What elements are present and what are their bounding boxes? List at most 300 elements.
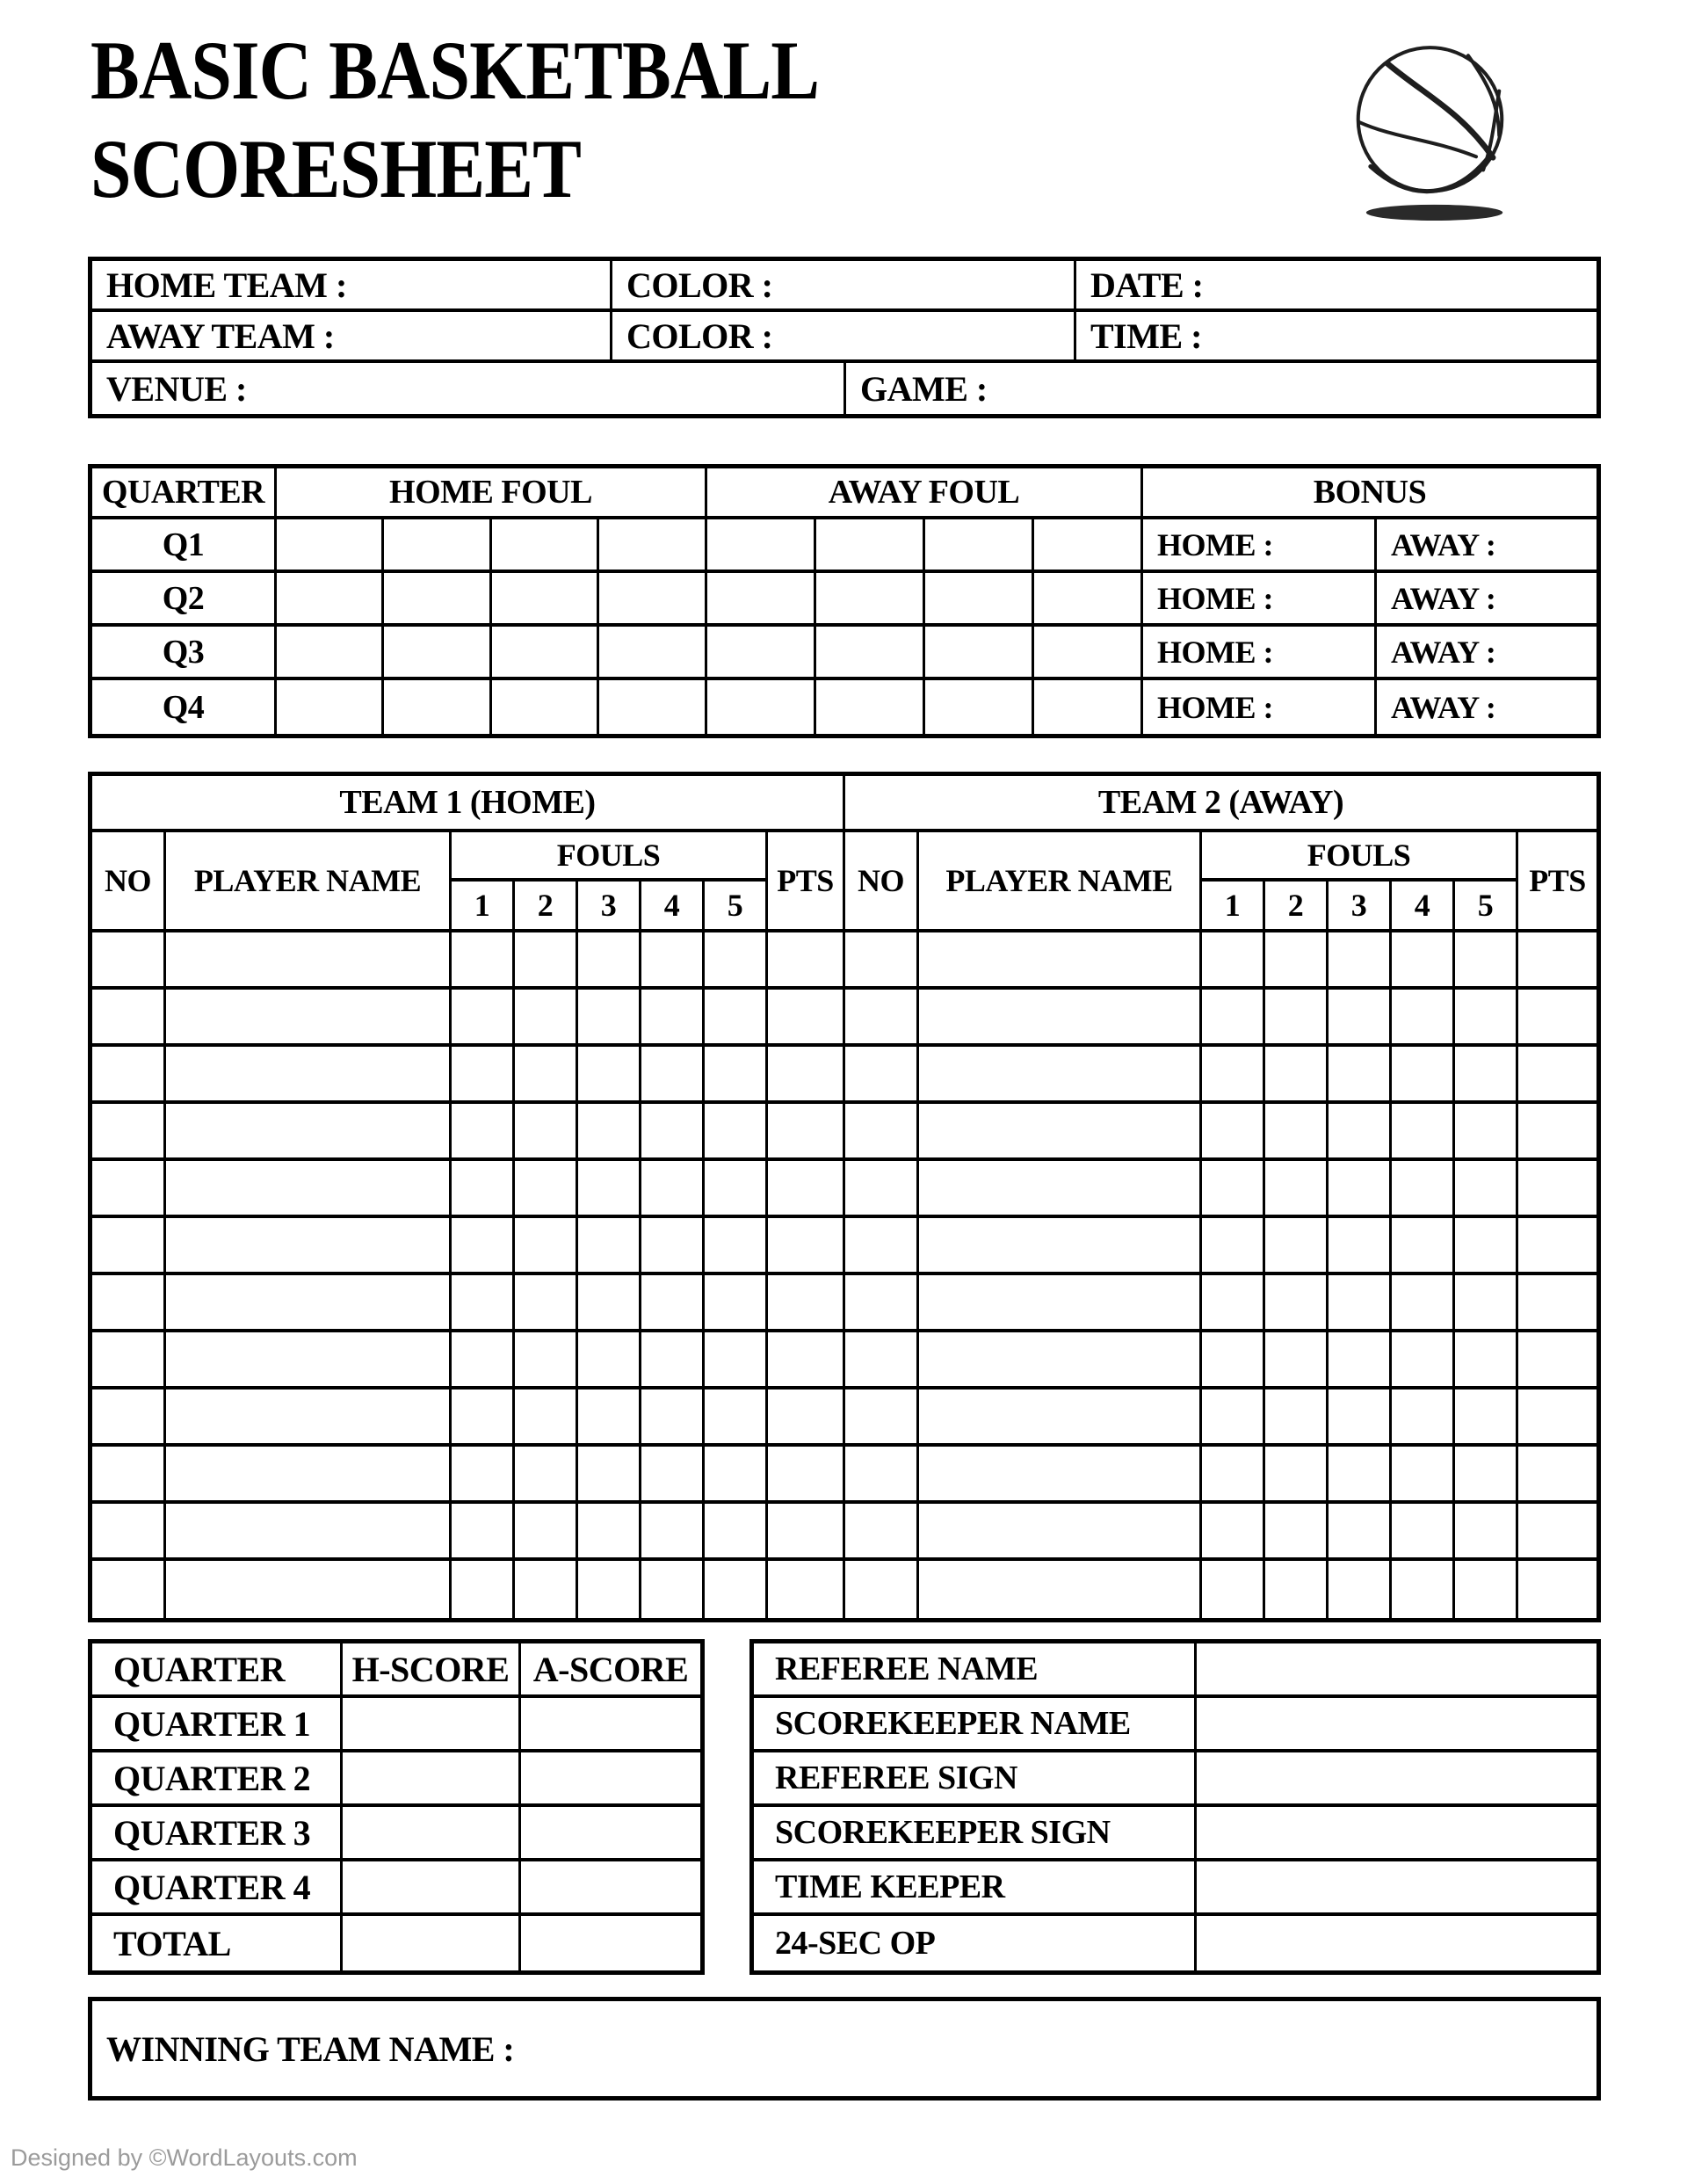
official-value-cell[interactable]	[1197, 1861, 1596, 1916]
away-foul-cell[interactable]	[816, 627, 925, 680]
roster-foul-cell[interactable]	[452, 1047, 515, 1104]
roster-foul-cell[interactable]	[1265, 1161, 1329, 1218]
roster-foul-cell[interactable]	[1455, 1504, 1518, 1561]
roster-foul-cell[interactable]	[705, 1561, 768, 1618]
roster-foul-cell[interactable]	[1202, 1447, 1265, 1504]
roster-pts-cell[interactable]	[1518, 990, 1596, 1047]
bonus-home-field[interactable]	[1143, 627, 1377, 680]
roster-no-cell[interactable]	[92, 1447, 166, 1504]
roster-pts-cell[interactable]	[1518, 1504, 1596, 1561]
roster-pts-cell[interactable]	[1518, 932, 1596, 990]
roster-no-cell[interactable]	[92, 1332, 166, 1389]
roster-foul-cell[interactable]	[1392, 1161, 1455, 1218]
bonus-away-field-label: AWAY :	[1391, 580, 1496, 616]
roster-foul-cell[interactable]	[515, 1104, 578, 1161]
roster-player-name-cell[interactable]	[919, 1275, 1202, 1332]
away-foul-cell[interactable]	[707, 680, 816, 734]
team1-foul-number: 2	[515, 882, 578, 932]
roster-player-name-cell[interactable]	[919, 1332, 1202, 1389]
roster-no-cell[interactable]	[92, 1218, 166, 1275]
home-team-label: HOME TEAM :	[106, 265, 347, 305]
roster-foul-cell[interactable]	[578, 1218, 641, 1275]
away-foul-cell[interactable]	[707, 627, 816, 680]
roster-foul-cell[interactable]	[1265, 1218, 1329, 1275]
roster-player-name-cell[interactable]	[166, 1161, 452, 1218]
roster-player-name-cell[interactable]	[166, 1504, 452, 1561]
roster-foul-cell[interactable]	[515, 1561, 578, 1618]
roster-foul-cell[interactable]	[578, 1389, 641, 1447]
roster-foul-cell[interactable]	[1455, 1104, 1518, 1161]
roster-foul-cell[interactable]	[1265, 1332, 1329, 1389]
roster-player-name-cell[interactable]	[919, 932, 1202, 990]
roster-foul-cell[interactable]	[1202, 1161, 1265, 1218]
roster-foul-cell[interactable]	[515, 1161, 578, 1218]
roster-foul-cell[interactable]	[1455, 1275, 1518, 1332]
roster-no-cell[interactable]	[845, 1389, 919, 1447]
roster-pts-cell[interactable]	[768, 932, 845, 990]
bonus-away-field[interactable]	[1377, 680, 1596, 734]
away-foul-cell[interactable]	[925, 627, 1034, 680]
roster-foul-cell[interactable]	[1265, 1104, 1329, 1161]
roster-foul-cell[interactable]	[452, 1104, 515, 1161]
roster-player-name-cell[interactable]	[166, 1332, 452, 1389]
roster-foul-cell[interactable]	[1202, 1389, 1265, 1447]
away-team-label: AWAY TEAM :	[106, 316, 335, 356]
roster-foul-cell[interactable]	[1202, 932, 1265, 990]
roster-player-name-cell[interactable]	[166, 1389, 452, 1447]
official-row-label: REFEREE NAME	[754, 1643, 1197, 1698]
roster-foul-cell[interactable]	[452, 1218, 515, 1275]
home-foul-cell[interactable]	[277, 627, 384, 680]
roster-player-name-cell[interactable]	[166, 1104, 452, 1161]
game-field[interactable]	[846, 363, 1596, 414]
roster-foul-cell[interactable]	[578, 1504, 641, 1561]
venue-field[interactable]	[92, 363, 846, 414]
time-field[interactable]	[1076, 312, 1596, 363]
roster-foul-cell[interactable]	[1392, 932, 1455, 990]
roster-no-cell[interactable]	[92, 1047, 166, 1104]
roster-player-name-cell[interactable]	[919, 1561, 1202, 1618]
score-header-quarter: QUARTER	[92, 1643, 343, 1698]
team1-foul-number: 5	[705, 882, 768, 932]
home-foul-cell[interactable]	[599, 627, 707, 680]
roster-foul-cell[interactable]	[1329, 1504, 1392, 1561]
roster-foul-cell[interactable]	[1202, 1275, 1265, 1332]
roster-foul-cell[interactable]	[1265, 1047, 1329, 1104]
winning-team-field[interactable]	[88, 1997, 1601, 2101]
roster-foul-cell[interactable]	[641, 1161, 705, 1218]
roster-foul-cell[interactable]	[1265, 1504, 1329, 1561]
roster-no-cell[interactable]	[92, 932, 166, 990]
roster-foul-cell[interactable]	[1202, 1504, 1265, 1561]
roster-foul-cell[interactable]	[641, 1104, 705, 1161]
h-score-cell[interactable]	[343, 1861, 521, 1916]
team2-header: TEAM 2 (AWAY)	[845, 776, 1596, 832]
roster-no-cell[interactable]	[92, 1504, 166, 1561]
official-value-cell[interactable]	[1197, 1752, 1596, 1807]
official-row-label: TIME KEEPER	[754, 1861, 1197, 1916]
roster-pts-cell[interactable]	[1518, 1389, 1596, 1447]
roster-pts-cell[interactable]	[768, 1161, 845, 1218]
home-team-field[interactable]	[92, 261, 612, 312]
roster-foul-cell[interactable]	[1202, 990, 1265, 1047]
roster-foul-cell[interactable]	[641, 1047, 705, 1104]
home-foul-cell[interactable]	[599, 573, 707, 627]
home-foul-cell[interactable]	[277, 519, 384, 573]
roster-foul-cell[interactable]	[578, 1447, 641, 1504]
official-value-cell[interactable]	[1197, 1643, 1596, 1698]
home-foul-cell[interactable]	[599, 519, 707, 573]
roster-foul-cell[interactable]	[452, 1161, 515, 1218]
roster-foul-cell[interactable]	[515, 1275, 578, 1332]
a-score-cell[interactable]	[521, 1916, 700, 1970]
game-label: GAME :	[860, 368, 988, 409]
roster-foul-cell[interactable]	[1202, 1218, 1265, 1275]
bonus-home-field[interactable]	[1143, 573, 1377, 627]
roster-pts-cell[interactable]	[1518, 1447, 1596, 1504]
roster-foul-cell[interactable]	[515, 1218, 578, 1275]
roster-player-name-cell[interactable]	[919, 1504, 1202, 1561]
roster-foul-cell[interactable]	[1329, 1447, 1392, 1504]
roster-foul-cell[interactable]	[705, 932, 768, 990]
roster-pts-cell[interactable]	[1518, 1561, 1596, 1618]
roster-foul-cell[interactable]	[1455, 1447, 1518, 1504]
roster-foul-cell[interactable]	[1455, 932, 1518, 990]
roster-foul-cell[interactable]	[1329, 1275, 1392, 1332]
roster-foul-cell[interactable]	[1455, 1332, 1518, 1389]
home-foul-cell[interactable]	[492, 627, 599, 680]
roster-foul-cell[interactable]	[1455, 1389, 1518, 1447]
roster-foul-cell[interactable]	[1455, 1047, 1518, 1104]
bonus-away-field[interactable]	[1377, 573, 1596, 627]
roster-pts-cell[interactable]	[768, 1389, 845, 1447]
roster-no-cell[interactable]	[845, 1504, 919, 1561]
roster-foul-cell[interactable]	[1455, 990, 1518, 1047]
roster-foul-cell[interactable]	[452, 1389, 515, 1447]
away-foul-cell[interactable]	[816, 573, 925, 627]
roster-pts-cell[interactable]	[1518, 1275, 1596, 1332]
away-foul-cell[interactable]	[1034, 680, 1143, 734]
roster-foul-cell[interactable]	[452, 1561, 515, 1618]
team2-foul-number: 1	[1202, 882, 1265, 932]
team1-col-pts: PTS	[768, 832, 845, 932]
roster-foul-cell[interactable]	[705, 1218, 768, 1275]
roster-player-name-cell[interactable]	[166, 1561, 452, 1618]
roster-foul-cell[interactable]	[641, 1389, 705, 1447]
roster-foul-cell[interactable]	[1392, 990, 1455, 1047]
roster-player-name-cell[interactable]	[166, 932, 452, 990]
roster-foul-cell[interactable]	[515, 990, 578, 1047]
roster-foul-cell[interactable]	[1392, 1504, 1455, 1561]
team1-col-no: NO	[92, 832, 166, 932]
roster-pts-cell[interactable]	[1518, 1218, 1596, 1275]
roster-foul-cell[interactable]	[515, 1332, 578, 1389]
roster-foul-cell[interactable]	[515, 1047, 578, 1104]
roster-pts-cell[interactable]	[1518, 1161, 1596, 1218]
roster-foul-cell[interactable]	[1265, 1275, 1329, 1332]
official-value-cell[interactable]	[1197, 1916, 1596, 1970]
roster-player-name-cell[interactable]	[919, 1389, 1202, 1447]
home-foul-cell[interactable]	[492, 519, 599, 573]
quarter-fouls-table	[88, 464, 1601, 738]
bonus-home-field-label: HOME :	[1157, 634, 1273, 670]
roster-pts-cell[interactable]	[768, 1218, 845, 1275]
roster-no-cell[interactable]	[845, 1275, 919, 1332]
away-foul-cell[interactable]	[925, 573, 1034, 627]
roster-player-name-cell[interactable]	[166, 1218, 452, 1275]
roster-foul-cell[interactable]	[1202, 1047, 1265, 1104]
roster-foul-cell[interactable]	[1329, 1218, 1392, 1275]
roster-foul-cell[interactable]	[1329, 932, 1392, 990]
roster-no-cell[interactable]	[92, 1161, 166, 1218]
roster-foul-cell[interactable]	[705, 1332, 768, 1389]
a-score-cell[interactable]	[521, 1861, 700, 1916]
roster-pts-cell[interactable]	[1518, 1104, 1596, 1161]
roster-foul-cell[interactable]	[1455, 1218, 1518, 1275]
roster-foul-cell[interactable]	[1392, 1047, 1455, 1104]
roster-player-name-cell[interactable]	[919, 1218, 1202, 1275]
roster-foul-cell[interactable]	[1265, 1561, 1329, 1618]
roster-foul-cell[interactable]	[1455, 1561, 1518, 1618]
roster-foul-cell[interactable]	[578, 1561, 641, 1618]
roster-foul-cell[interactable]	[705, 1161, 768, 1218]
roster-foul-cell[interactable]	[1392, 1447, 1455, 1504]
away-team-field[interactable]	[92, 312, 612, 363]
roster-foul-cell[interactable]	[452, 1332, 515, 1389]
quarter-row-label: Q3	[92, 627, 277, 680]
info-table	[88, 257, 1601, 418]
away-foul-cell[interactable]	[1034, 627, 1143, 680]
official-row-label: SCOREKEEPER SIGN	[754, 1807, 1197, 1861]
home-foul-cell[interactable]	[384, 573, 492, 627]
roster-foul-cell[interactable]	[515, 932, 578, 990]
team2-foul-number: 5	[1455, 882, 1518, 932]
official-row-label: REFEREE SIGN	[754, 1752, 1197, 1807]
roster-foul-cell[interactable]	[705, 1047, 768, 1104]
roster-player-name-cell[interactable]	[919, 1447, 1202, 1504]
fouls-header-home-foul: HOME FOUL	[277, 468, 707, 519]
roster-foul-cell[interactable]	[641, 1275, 705, 1332]
home-foul-cell[interactable]	[277, 680, 384, 734]
team1-foul-number: 1	[452, 882, 515, 932]
a-score-cell[interactable]	[521, 1807, 700, 1861]
home-foul-cell[interactable]	[599, 680, 707, 734]
official-value-cell[interactable]	[1197, 1698, 1596, 1752]
roster-foul-cell[interactable]	[1265, 1447, 1329, 1504]
quarter-score-table	[88, 1639, 705, 1975]
roster-no-cell[interactable]	[845, 1047, 919, 1104]
page-title	[91, 21, 918, 218]
official-row-label: 24-SEC OP	[754, 1916, 1197, 1970]
home-foul-cell[interactable]	[384, 627, 492, 680]
roster-foul-cell[interactable]	[1329, 1104, 1392, 1161]
team1-foul-number: 4	[641, 882, 705, 932]
bonus-home-field[interactable]	[1143, 680, 1377, 734]
roster-no-cell[interactable]	[92, 990, 166, 1047]
roster-foul-cell[interactable]	[1392, 1275, 1455, 1332]
roster-foul-cell[interactable]	[578, 1332, 641, 1389]
roster-pts-cell[interactable]	[768, 1104, 845, 1161]
score-row-label: QUARTER 4	[92, 1861, 343, 1916]
roster-foul-cell[interactable]	[1329, 1389, 1392, 1447]
h-score-cell[interactable]	[343, 1752, 521, 1807]
away-foul-cell[interactable]	[925, 680, 1034, 734]
roster-no-cell[interactable]	[845, 1447, 919, 1504]
roster-foul-cell[interactable]	[705, 1104, 768, 1161]
roster-no-cell[interactable]	[845, 1561, 919, 1618]
roster-foul-cell[interactable]	[1455, 1161, 1518, 1218]
a-score-cell[interactable]	[521, 1698, 700, 1752]
team1-foul-number: 3	[578, 882, 641, 932]
roster-foul-cell[interactable]	[1392, 1561, 1455, 1618]
roster-foul-cell[interactable]	[641, 990, 705, 1047]
roster-foul-cell[interactable]	[641, 1561, 705, 1618]
quarter-row-label: Q2	[92, 573, 277, 627]
roster-no-cell[interactable]	[92, 1104, 166, 1161]
roster-foul-cell[interactable]	[1202, 1332, 1265, 1389]
roster-foul-cell[interactable]	[641, 1504, 705, 1561]
roster-no-cell[interactable]	[92, 1275, 166, 1332]
away-foul-cell[interactable]	[925, 519, 1034, 573]
roster-player-name-cell[interactable]	[166, 1447, 452, 1504]
roster-foul-cell[interactable]	[1329, 1047, 1392, 1104]
score-header-h-score: H-SCORE	[343, 1643, 521, 1698]
bonus-away-field-label: AWAY :	[1391, 526, 1496, 562]
home-color-field[interactable]	[612, 261, 1076, 312]
roster-no-cell[interactable]	[845, 1332, 919, 1389]
roster-player-name-cell[interactable]	[919, 1047, 1202, 1104]
home-foul-cell[interactable]	[384, 519, 492, 573]
official-row-label: SCOREKEEPER NAME	[754, 1698, 1197, 1752]
roster-foul-cell[interactable]	[1392, 1218, 1455, 1275]
roster-foul-cell[interactable]	[452, 1504, 515, 1561]
date-field[interactable]	[1076, 261, 1596, 312]
roster-player-name-cell[interactable]	[919, 1161, 1202, 1218]
bonus-away-field[interactable]	[1377, 519, 1596, 573]
roster-foul-cell[interactable]	[515, 1447, 578, 1504]
roster-no-cell[interactable]	[92, 1389, 166, 1447]
home-foul-cell[interactable]	[492, 680, 599, 734]
roster-pts-cell[interactable]	[768, 1504, 845, 1561]
roster-player-name-cell[interactable]	[166, 1275, 452, 1332]
home-foul-cell[interactable]	[277, 573, 384, 627]
away-foul-cell[interactable]	[1034, 573, 1143, 627]
roster-foul-cell[interactable]	[1392, 1104, 1455, 1161]
h-score-cell[interactable]	[343, 1698, 521, 1752]
roster-foul-cell[interactable]	[1329, 990, 1392, 1047]
roster-player-name-cell[interactable]	[166, 1047, 452, 1104]
roster-foul-cell[interactable]	[515, 1389, 578, 1447]
roster-player-name-cell[interactable]	[166, 990, 452, 1047]
team2-col-fouls: FOULS	[1202, 832, 1518, 882]
roster-foul-cell[interactable]	[641, 1332, 705, 1389]
roster-foul-cell[interactable]	[578, 932, 641, 990]
roster-foul-cell[interactable]	[641, 1447, 705, 1504]
roster-pts-cell[interactable]	[768, 1561, 845, 1618]
roster-foul-cell[interactable]	[1202, 1561, 1265, 1618]
roster-no-cell[interactable]	[845, 1218, 919, 1275]
official-value-cell[interactable]	[1197, 1807, 1596, 1861]
quarter-row-label: Q4	[92, 680, 277, 734]
roster-foul-cell[interactable]	[641, 1218, 705, 1275]
team2-foul-number: 2	[1265, 882, 1329, 932]
team2-foul-number: 3	[1329, 882, 1392, 932]
away-foul-cell[interactable]	[707, 573, 816, 627]
roster-foul-cell[interactable]	[641, 932, 705, 990]
roster-foul-cell[interactable]	[1392, 1389, 1455, 1447]
fouls-header-bonus: BONUS	[1143, 468, 1596, 519]
roster-pts-cell[interactable]	[768, 1447, 845, 1504]
roster-foul-cell[interactable]	[452, 932, 515, 990]
away-foul-cell[interactable]	[1034, 519, 1143, 573]
roster-no-cell[interactable]	[92, 1561, 166, 1618]
roster-pts-cell[interactable]	[1518, 1332, 1596, 1389]
home-foul-cell[interactable]	[492, 573, 599, 627]
score-row-label: QUARTER 1	[92, 1698, 343, 1752]
bonus-home-field[interactable]	[1143, 519, 1377, 573]
h-score-cell[interactable]	[343, 1807, 521, 1861]
roster-player-name-cell[interactable]	[919, 990, 1202, 1047]
roster-no-cell[interactable]	[845, 990, 919, 1047]
roster-foul-cell[interactable]	[515, 1504, 578, 1561]
home-color-label: COLOR :	[626, 265, 773, 305]
roster-foul-cell[interactable]	[1202, 1104, 1265, 1161]
roster-pts-cell[interactable]	[768, 1275, 845, 1332]
roster-foul-cell[interactable]	[1392, 1332, 1455, 1389]
roster-foul-cell[interactable]	[1265, 990, 1329, 1047]
roster-foul-cell[interactable]	[578, 1047, 641, 1104]
roster-pts-cell[interactable]	[1518, 1047, 1596, 1104]
roster-foul-cell[interactable]	[1329, 1561, 1392, 1618]
away-foul-cell[interactable]	[816, 680, 925, 734]
bonus-away-field[interactable]	[1377, 627, 1596, 680]
roster-foul-cell[interactable]	[705, 990, 768, 1047]
roster-pts-cell[interactable]	[768, 990, 845, 1047]
away-foul-cell[interactable]	[816, 519, 925, 573]
roster-foul-cell[interactable]	[578, 1161, 641, 1218]
roster-foul-cell[interactable]	[578, 1275, 641, 1332]
away-color-label: COLOR :	[626, 316, 773, 356]
roster-no-cell[interactable]	[845, 1161, 919, 1218]
home-foul-cell[interactable]	[384, 680, 492, 734]
roster-foul-cell[interactable]	[705, 1275, 768, 1332]
roster-player-name-cell[interactable]	[919, 1104, 1202, 1161]
roster-foul-cell[interactable]	[705, 1504, 768, 1561]
roster-foul-cell[interactable]	[1329, 1161, 1392, 1218]
roster-pts-cell[interactable]	[768, 1332, 845, 1389]
roster-foul-cell[interactable]	[705, 1447, 768, 1504]
away-foul-cell[interactable]	[707, 519, 816, 573]
roster-no-cell[interactable]	[845, 1104, 919, 1161]
roster-foul-cell[interactable]	[452, 1275, 515, 1332]
roster-no-cell[interactable]	[845, 932, 919, 990]
roster-foul-cell[interactable]	[452, 1447, 515, 1504]
roster-foul-cell[interactable]	[705, 1389, 768, 1447]
roster-foul-cell[interactable]	[578, 1104, 641, 1161]
a-score-cell[interactable]	[521, 1752, 700, 1807]
roster-foul-cell[interactable]	[1329, 1332, 1392, 1389]
roster-pts-cell[interactable]	[768, 1047, 845, 1104]
team1-col-fouls: FOULS	[452, 832, 768, 882]
roster-foul-cell[interactable]	[1265, 932, 1329, 990]
venue-label: VENUE :	[106, 368, 247, 409]
roster-foul-cell[interactable]	[452, 990, 515, 1047]
away-color-field[interactable]	[612, 312, 1076, 363]
h-score-cell[interactable]	[343, 1916, 521, 1970]
roster-foul-cell[interactable]	[1265, 1389, 1329, 1447]
roster-foul-cell[interactable]	[578, 990, 641, 1047]
bonus-away-field-label: AWAY :	[1391, 634, 1496, 670]
